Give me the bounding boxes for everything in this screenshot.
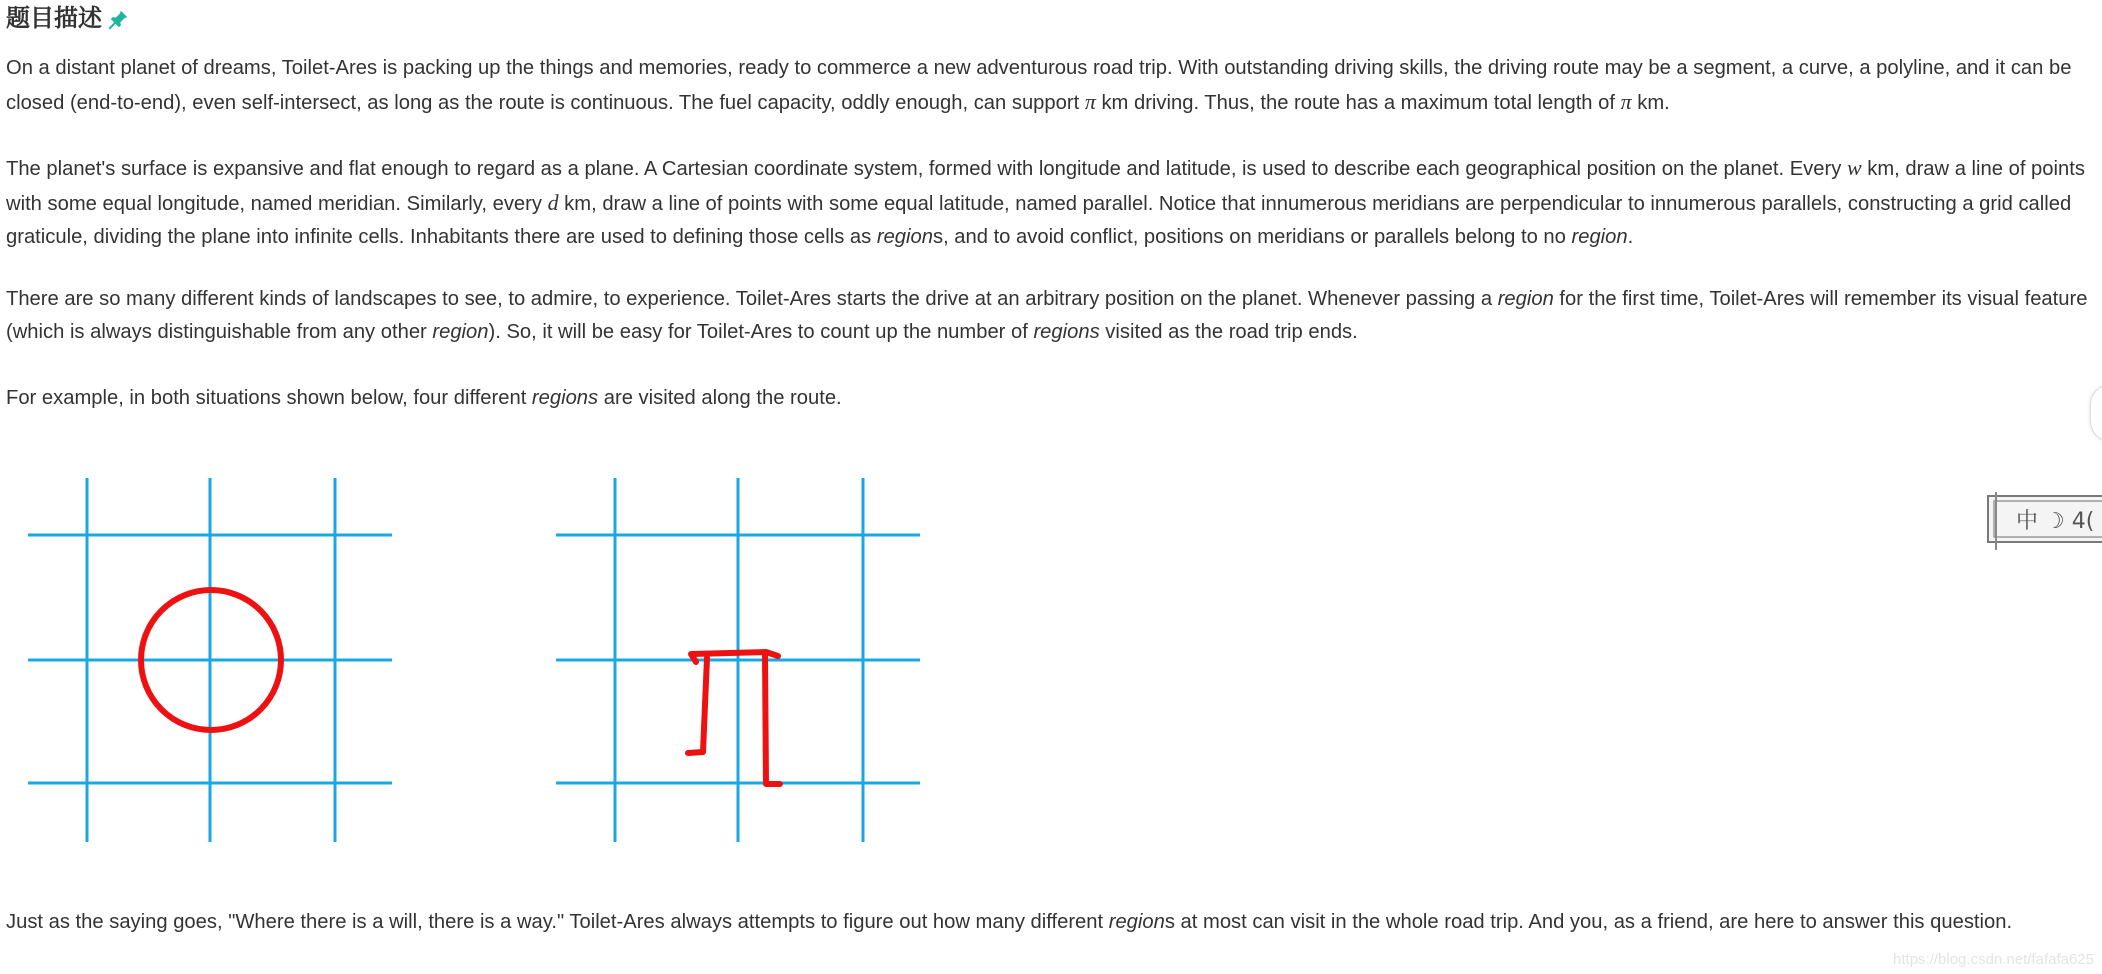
paragraph-example: For example, in both situations shown below, four different regions are visited along the route. <box>6 387 842 409</box>
example-figure-circle <box>26 474 396 848</box>
seal-stamp-image <box>1982 490 2102 552</box>
paragraph-intro: On a distant planet of dreams, Toilet-Ares is packing up the things and memories, ready to commerce a new adventurous road trip. With outstanding driving skills, the driving route may be a segment, a curve, a polyline, and it can be closed (end-to-end), even self-intersect, as long as the route is continuous. The fuel capacity, oddly enough, can support π km driving. Thus, the route has a maximum total length of π km. <box>6 57 2072 114</box>
graticule-grid <box>556 478 920 842</box>
pin-icon[interactable] <box>108 8 130 30</box>
section-heading <box>6 4 130 34</box>
w-symbol: w <box>1846 155 1862 180</box>
stamp-text: 中 ☽ 4( <box>2016 509 2095 534</box>
pi-symbol: π <box>1084 89 1096 114</box>
pi-symbol: π <box>1620 89 1632 114</box>
d-symbol: d <box>547 190 559 215</box>
watermark: https://blog.csdn.net/fafafa625 <box>1893 951 2094 968</box>
paragraph-landscapes: There are so many different kinds of landscapes to see, to admire, to experience. Toilet-Ares starts the drive at an arbitrary position on the planet. Whenever passing a region for the first time, Toilet-Ares will remember its visual feature (which is always distinguishable from any other region). So, it will be easy for Toilet-Ares to count up the number of regions visited as the road trip ends. <box>6 288 2088 343</box>
graticule-grid <box>28 478 392 842</box>
route-pi <box>688 652 780 784</box>
heading-title: 题目描述 <box>6 5 102 32</box>
paragraph-coordinates: The planet's surface is expansive and flat enough to regard as a plane. A Cartesian coordinate system, formed with longitude and latitude, is used to describe each geographical position on the planet. Every w km, draw a line of points with some equal longitude, named meridian. Similarly, every d km, draw a line of points with some equal latitude, named parallel. Notice that innumerous meridians are perpendicular to innumerous parallels, constructing a grid called graticule, dividing the plane into infinite cells. Inhabitants there are used to defining those cells as regions, and to avoid conflict, positions on meridians or parallels belong to no region. <box>6 155 2085 248</box>
example-figure-pi <box>554 474 924 848</box>
paragraph-question: Just as the saying goes, "Where there is a will, there is a way." Toilet-Ares always attempts to figure out how many different regions at most can visit in the whole road trip. And you, as a friend, are here to answer this question. <box>6 911 2013 933</box>
